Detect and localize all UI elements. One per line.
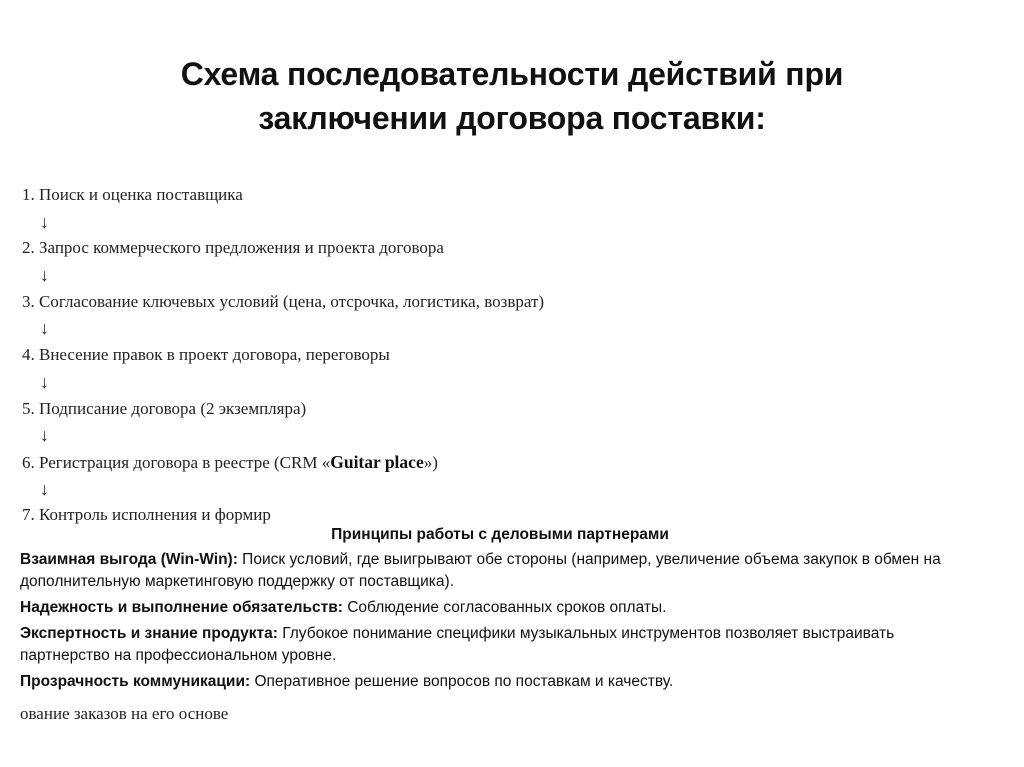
principle-item xyxy=(20,549,960,593)
step-6-text-after: ») xyxy=(423,452,438,472)
step-5: 5. Подписание договора (2 экземпляра) xyxy=(22,398,307,418)
principle-term: Экспертность и знание продукта: xyxy=(20,625,278,642)
trailing-text-fragment: ование заказов на его основе xyxy=(20,704,229,723)
principle-text: Оперативное решение вопросов по поставкам и качеству. xyxy=(250,673,674,690)
principle-text: Соблюдение согласованных сроков оплаты. xyxy=(342,599,667,616)
down-arrow-icon: ↓ xyxy=(40,371,49,392)
principles-list xyxy=(20,549,960,697)
step-3: 3. Согласование ключевых условий (цена, отсрочка, логистика, возврат) xyxy=(22,291,545,311)
principle-term: Прозрачность коммуникации: xyxy=(20,673,251,690)
step-2: 2. Запрос коммерческого предложения и проекта договора xyxy=(22,238,444,258)
step-7: 7. Контроль исполнения и формир xyxy=(22,505,271,525)
step-6-text-before: 6. Регистрация договора в реестре (CRM « xyxy=(22,452,331,472)
down-arrow-icon: ↓ xyxy=(40,318,49,339)
principle-term: Надежность и выполнение обязательств: xyxy=(20,599,343,616)
crm-name: Guitar place xyxy=(330,451,424,472)
down-arrow-icon: ↓ xyxy=(40,425,49,446)
principles-heading: Принципы работы с деловыми партнерами xyxy=(331,526,669,543)
down-arrow-icon: ↓ xyxy=(40,265,49,286)
slide-title-line-1: Схема последовательности действий при xyxy=(180,56,844,92)
principle-item xyxy=(20,623,960,667)
step-4: 4. Внесение правок в проект договора, переговоры xyxy=(22,345,390,365)
principle-item xyxy=(20,671,960,693)
down-arrow-icon: ↓ xyxy=(40,211,49,232)
principle-text: Глубокое понимание специфики музыкальных инструментов позволяет выстраивать партнерство на профессиональном уровне. xyxy=(20,625,895,664)
slide-title xyxy=(90,52,934,140)
step-1: 1. Поиск и оценка поставщика xyxy=(22,185,243,204)
down-arrow-icon: ↓ xyxy=(40,478,49,499)
principle-item xyxy=(20,597,960,619)
slide-title-line-2: заключении договора поставки: xyxy=(258,100,766,136)
principle-term: Взаимная выгода (Win-Win): xyxy=(20,551,238,568)
principle-text: Поиск условий, где выигрывают обе стороны (например, увеличение объема закупок в обмен на дополнительную маркетинговую поддержку от поставщика). xyxy=(20,551,941,590)
step-6 xyxy=(22,449,544,476)
steps-list xyxy=(22,182,544,529)
